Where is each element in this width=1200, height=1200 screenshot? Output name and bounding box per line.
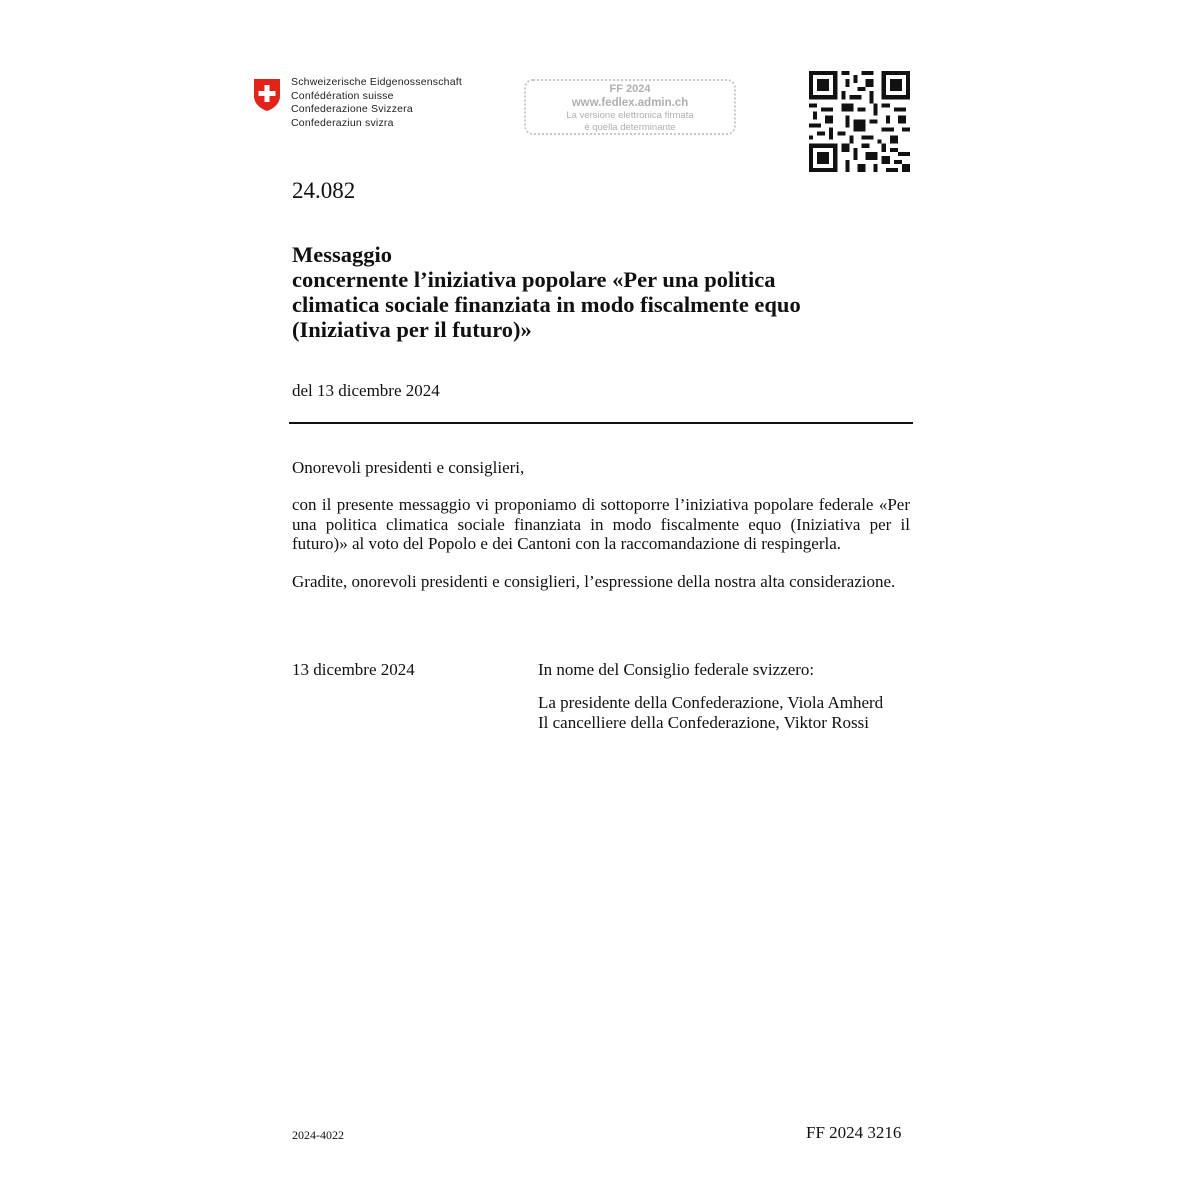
stamp-url[interactable]: www.fedlex.admin.ch (571, 97, 689, 109)
title-line-1: Messaggio (292, 242, 392, 267)
stamp-line-4: è quella determinante (584, 122, 676, 133)
title-line-3: climatica sociale finanziata in modo fiscalmente equo (292, 292, 801, 317)
salutation: Onorevoli presidenti e consiglieri, (292, 458, 525, 477)
confederation-name-it: Confederazione Svizzera (291, 103, 413, 115)
footer-reference: 2024-4022 (292, 1128, 344, 1142)
signature-block (538, 660, 883, 733)
president-line: La presidente della Confederazione, Viola Amherd (538, 693, 884, 712)
stamp-line-3: La versione elettronica firmata (566, 110, 694, 121)
main-paragraph: con il presente messaggio vi proponiamo di sottoporre l’iniziativa popolare federale «Per una politica climatica sociale finanziata in modo fiscalmente equo (Iniziativa per il futuro)» al voto del Popolo e dei Cantoni con la raccomandazione di respingerla. (292, 495, 910, 553)
document-number: 24.082 (292, 178, 356, 203)
confederation-name-rm: Confederaziun svizra (291, 116, 394, 129)
chancellor-line: Il cancelliere della Confederazione, Viktor Rossi (538, 713, 869, 732)
footer-page-citation: FF 2024 3216 (806, 1123, 902, 1142)
confederation-names (291, 76, 462, 130)
confederation-name-fr: Confédération suisse (291, 89, 394, 102)
closing-paragraph: Gradite, onorevoli presidenti e consiglieri, l’espressione della nostra alta considerazione. (292, 572, 896, 591)
confederation-name-de: Schweizerische Eidgenossenschaft (291, 76, 462, 88)
on-behalf-line: In nome del Consiglio federale svizzero: (538, 660, 815, 679)
divider-line (289, 422, 913, 424)
stamp-line-1: FF 2024 (609, 83, 651, 95)
signature-date: 13 dicembre 2024 (292, 660, 415, 679)
qr-code-icon (809, 71, 910, 172)
swiss-confederation-logo (253, 76, 462, 130)
document-title (292, 242, 912, 342)
swiss-shield-icon (253, 78, 281, 112)
title-line-4: (Iniziativa per il futuro)» (292, 317, 532, 342)
document-date: del 13 dicembre 2024 (292, 381, 440, 400)
title-line-2: concernente l’iniziativa popolare «Per una politica (292, 267, 776, 292)
signature-spacer (538, 680, 883, 693)
electronic-version-stamp (524, 79, 736, 135)
